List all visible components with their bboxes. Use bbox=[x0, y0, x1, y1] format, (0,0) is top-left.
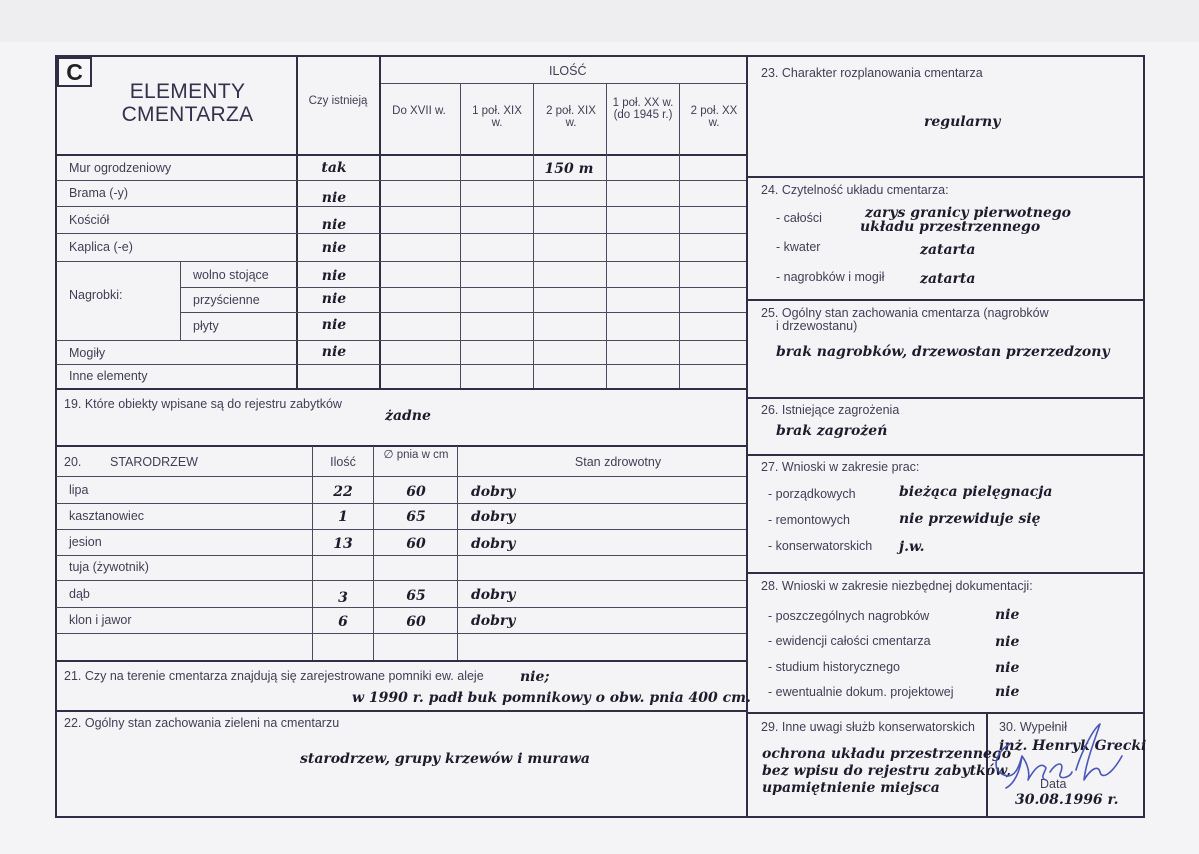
period-col-2 bbox=[533, 84, 534, 389]
section-line bbox=[746, 712, 1144, 714]
elements-title: ELEMENTY CMENTARZA bbox=[121, 80, 254, 126]
q28-item-label: - studium historycznego bbox=[768, 660, 901, 674]
nagrobki-sublabel: przyścienne bbox=[193, 293, 260, 307]
element-exists: nie bbox=[321, 190, 347, 206]
period-col-3 bbox=[606, 84, 607, 389]
tree-species: kasztanowiec bbox=[69, 509, 145, 523]
tree-col-line bbox=[312, 446, 313, 661]
q24-item-value: zatarta bbox=[920, 242, 976, 258]
q26-label: 26. Istniejące zagrożenia bbox=[761, 403, 900, 417]
period-header: 2 poł. XIX w. bbox=[546, 105, 596, 129]
section-line bbox=[746, 454, 1144, 456]
q24-item-label: - kwater bbox=[776, 240, 821, 254]
period-col-4 bbox=[679, 84, 680, 389]
q20-diameter-header: ∅ pnia w cm bbox=[383, 449, 449, 461]
section-line bbox=[55, 388, 747, 390]
q27-item-value: j.w. bbox=[899, 539, 925, 555]
period-header: Do XVII w. bbox=[392, 105, 446, 117]
tree-qty: 3 bbox=[338, 590, 348, 606]
row-line bbox=[181, 312, 746, 313]
row-line bbox=[56, 580, 746, 581]
row-line bbox=[56, 364, 746, 365]
tree-species: tuja (żywotnik) bbox=[69, 560, 149, 574]
row-line bbox=[181, 287, 746, 288]
tree-diameter: 60 bbox=[406, 484, 426, 500]
row-line bbox=[56, 476, 746, 477]
tree-species: jesion bbox=[69, 535, 102, 549]
q21-answer1: nie; bbox=[520, 669, 550, 685]
section-line bbox=[55, 660, 747, 662]
q20-number: 20. bbox=[64, 455, 82, 469]
nagrobki-divider bbox=[180, 261, 181, 340]
tree-qty: 1 bbox=[338, 509, 348, 525]
exists-col-right bbox=[379, 55, 381, 389]
section-line bbox=[746, 572, 1144, 574]
row-line bbox=[56, 633, 746, 634]
scan-top-margin bbox=[0, 0, 1199, 42]
elements-header-bottom bbox=[55, 154, 747, 156]
tree-qty: 22 bbox=[333, 484, 353, 500]
q24-item-value: zarys granicy pierwotnego bbox=[865, 205, 1072, 221]
row-line bbox=[56, 607, 746, 608]
element-exists: nie bbox=[321, 268, 347, 284]
q23-label: 23. Charakter rozplanowania cmentarza bbox=[761, 66, 983, 80]
q19-answer: żadne bbox=[385, 408, 431, 424]
period-header: 2 poł. XX w. bbox=[690, 105, 738, 129]
q25-answer: brak nagrobków, drzewostan przerzedzony bbox=[776, 344, 1110, 360]
q28-item-label: - poszczególnych nagrobków bbox=[768, 609, 930, 623]
q28-item-value: nie bbox=[995, 607, 1020, 623]
nagrobki-sublabel: wolno stojące bbox=[193, 268, 269, 282]
row-line bbox=[56, 180, 746, 181]
q27-item-value: nie przewiduje się bbox=[899, 511, 1041, 527]
q28-item-value: nie bbox=[995, 660, 1020, 676]
section-letter-box: C bbox=[57, 57, 92, 87]
section-line bbox=[746, 176, 1144, 178]
element-exists: tak bbox=[321, 160, 347, 176]
q28-item-value: nie bbox=[995, 684, 1020, 700]
exists-header: Czy istnieją bbox=[308, 95, 368, 107]
section-line bbox=[746, 397, 1144, 399]
q25-label-1: 25. Ogólny stan zachowania cmentarza (nagrobków bbox=[761, 306, 1049, 320]
period-header: 1 poł. XIX w. bbox=[472, 105, 522, 129]
q20-health-header: Stan zdrowotny bbox=[574, 455, 662, 469]
q22-label: 22. Ogólny stan zachowania zieleni na cmentarzu bbox=[64, 716, 340, 730]
q21-label: 21. Czy na terenie cmentarza znajdują się zarejestrowane pomniki ew. aleje bbox=[64, 669, 484, 683]
q24-item-label: - nagrobków i mogił bbox=[776, 270, 885, 284]
row-line bbox=[56, 233, 746, 234]
q30-name: inż. Henryk Grecki bbox=[999, 738, 1147, 754]
tree-qty: 13 bbox=[333, 536, 353, 552]
row-line bbox=[56, 340, 746, 341]
tree-health: dobry bbox=[471, 613, 516, 629]
section-line bbox=[55, 445, 747, 447]
ilosc-divider bbox=[380, 83, 747, 84]
section-line bbox=[55, 710, 747, 712]
nagrobki-label: Nagrobki: bbox=[69, 288, 123, 302]
q30-date: 30.08.1996 r. bbox=[1015, 792, 1119, 808]
tree-col-line bbox=[457, 446, 458, 661]
tree-diameter: 60 bbox=[406, 614, 426, 630]
tree-health: dobry bbox=[471, 509, 516, 525]
tree-species: dąb bbox=[69, 587, 90, 601]
element-label: Mogiły bbox=[69, 346, 106, 360]
q23-answer: regularny bbox=[924, 114, 1001, 130]
q29-line: bez wpisu do rejestru zabytków, bbox=[762, 763, 1011, 779]
element-label: Brama (-y) bbox=[69, 186, 129, 200]
q24-item-value: zatarta bbox=[920, 271, 976, 287]
q19-label: 19. Które obiekty wpisane są do rejestru zabytków bbox=[64, 397, 342, 411]
tree-diameter: 60 bbox=[406, 536, 426, 552]
tree-health: dobry bbox=[471, 484, 516, 500]
q30-date-label: Data bbox=[1040, 777, 1067, 791]
element-exists: nie bbox=[321, 317, 347, 333]
frame-top bbox=[55, 55, 1145, 57]
tree-health: dobry bbox=[471, 536, 516, 552]
q28-label: 28. Wnioski w zakresie niezbędnej dokumentacji: bbox=[761, 579, 1033, 593]
element-exists: nie bbox=[321, 217, 347, 233]
tree-species: klon i jawor bbox=[69, 613, 132, 627]
signature bbox=[980, 722, 1130, 797]
tree-diameter: 65 bbox=[406, 509, 426, 525]
element-label: Kaplica (-e) bbox=[69, 240, 133, 254]
tree-species: lipa bbox=[69, 483, 89, 497]
tree-health: dobry bbox=[471, 587, 516, 603]
row-line bbox=[56, 261, 746, 262]
element-quantity: 150 m bbox=[544, 161, 594, 177]
frame-bottom bbox=[55, 816, 1145, 818]
q20-label: STARODRZEW bbox=[110, 455, 198, 469]
q27-label: 27. Wnioski w zakresie prac: bbox=[761, 460, 920, 474]
frame-left bbox=[55, 55, 57, 818]
q30-label: 30. Wypełnił bbox=[999, 720, 1067, 734]
row-line bbox=[56, 206, 746, 207]
q24-item-label: - całości bbox=[776, 211, 822, 225]
element-label: Inne elementy bbox=[69, 369, 148, 383]
element-exists: nie bbox=[321, 291, 347, 307]
period-header: 1 poł. XX w. (do 1945 r.) bbox=[612, 97, 674, 121]
q26-answer: brak zagrożeń bbox=[776, 423, 888, 439]
quantity-header: ILOŚĆ bbox=[549, 64, 587, 78]
q29-label: 29. Inne uwagi służb konserwatorskich bbox=[761, 720, 976, 734]
row-line bbox=[56, 529, 746, 530]
tree-qty: 6 bbox=[338, 614, 348, 630]
row-line bbox=[56, 555, 746, 556]
frame-right bbox=[1143, 55, 1145, 818]
q27-item-value: bieżąca pielęgnacja bbox=[899, 484, 1053, 500]
q21-answer2: w 1990 r. padł buk pomnikowy o obw. pnia 400 cm. bbox=[352, 690, 751, 706]
element-label: Kościół bbox=[69, 213, 110, 227]
element-exists: nie bbox=[321, 344, 347, 360]
q28-item-value: nie bbox=[995, 634, 1020, 650]
q20-qty-header: Ilość bbox=[330, 455, 356, 469]
tree-col-line bbox=[373, 446, 374, 661]
q24-label: 24. Czytelność układu cmentarza: bbox=[761, 183, 949, 197]
row-line bbox=[56, 503, 746, 504]
q29-line: ochrona układu przestrzennego bbox=[762, 746, 1012, 762]
nagrobki-sublabel: płyty bbox=[193, 319, 219, 333]
q24-item-value: układu przestrzennego bbox=[860, 219, 1041, 235]
q25-label-2: i drzewostanu) bbox=[776, 319, 858, 333]
q28-item-label: - ewentualnie dokum. projektowej bbox=[768, 685, 954, 699]
element-exists: nie bbox=[321, 240, 347, 256]
section-line bbox=[746, 299, 1144, 301]
element-label: Mur ogrodzeniowy bbox=[69, 161, 172, 175]
q22-answer: starodrzew, grupy krzewów i murawa bbox=[300, 751, 590, 767]
period-col-1 bbox=[460, 84, 461, 389]
q27-item-label: - porządkowych bbox=[768, 487, 856, 501]
q28-item-label: - ewidencji całości cmentarza bbox=[768, 634, 931, 648]
q27-item-label: - konserwatorskich bbox=[768, 539, 873, 553]
q27-item-label: - remontowych bbox=[768, 513, 850, 527]
q29-line: upamiętnienie miejsca bbox=[762, 780, 940, 796]
exists-col-left bbox=[296, 55, 298, 389]
tree-diameter: 65 bbox=[406, 588, 426, 604]
